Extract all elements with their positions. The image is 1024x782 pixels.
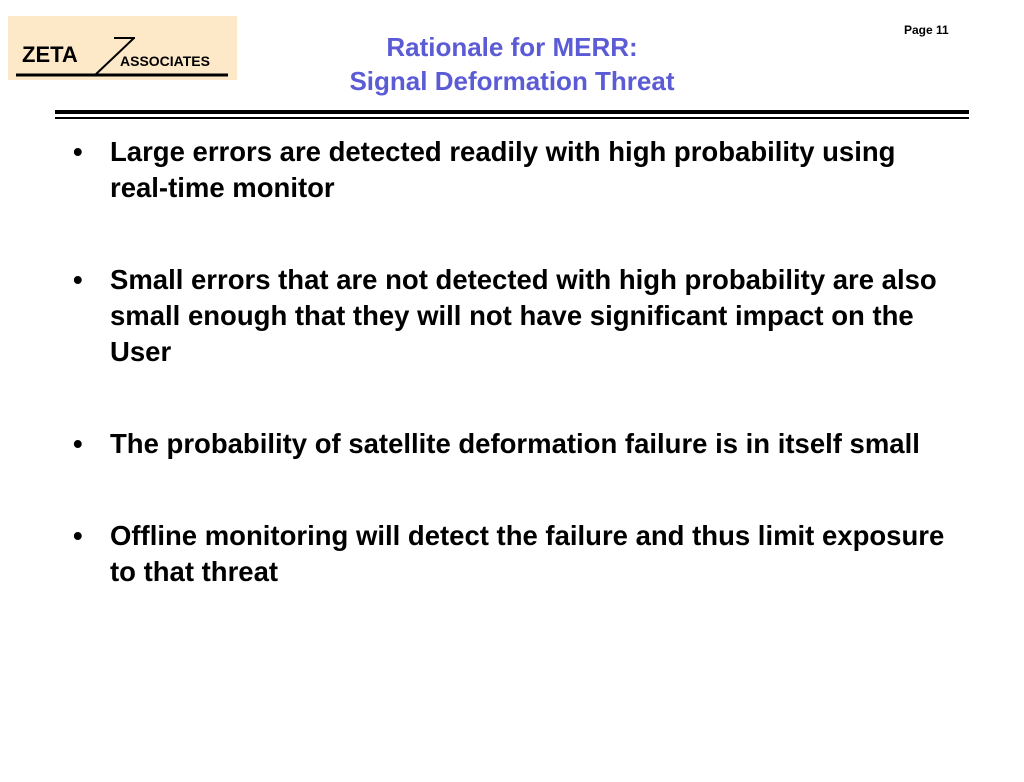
- bullet-marker-icon: •: [73, 428, 83, 459]
- bullet-text: The probability of satellite deformation failure is in itself small: [110, 428, 920, 459]
- header-rule-thin: [55, 117, 969, 119]
- logo-associates-text: ASSOCIATES: [120, 53, 210, 69]
- bullet-list: [70, 134, 960, 646]
- bullet-text: Offline monitoring will detect the failure and thus limit exposure to that threat: [110, 520, 945, 587]
- page-number: Page 11: [904, 23, 949, 37]
- slide-title-line1: Rationale for MERR:: [386, 32, 638, 62]
- slide-title-line2: Signal Deformation Threat: [349, 66, 675, 96]
- bullet-item: [70, 134, 960, 206]
- bullet-item: [70, 262, 960, 370]
- logo-zeta-text: ZETA: [22, 42, 78, 67]
- bullet-item: [70, 426, 960, 462]
- bullet-text: Small errors that are not detected with high probability are also small enough that they will not have significant impact on the User: [110, 264, 937, 367]
- slide-title: [270, 30, 754, 98]
- bullet-text: Large errors are detected readily with high probability using real-time monitor: [110, 136, 896, 203]
- header-rule-thick: [55, 110, 969, 114]
- zeta-associates-logo: [8, 16, 237, 80]
- bullet-marker-icon: •: [73, 264, 83, 295]
- bullet-marker-icon: •: [73, 520, 83, 551]
- bullet-marker-icon: •: [73, 136, 83, 167]
- bullet-item: [70, 518, 960, 590]
